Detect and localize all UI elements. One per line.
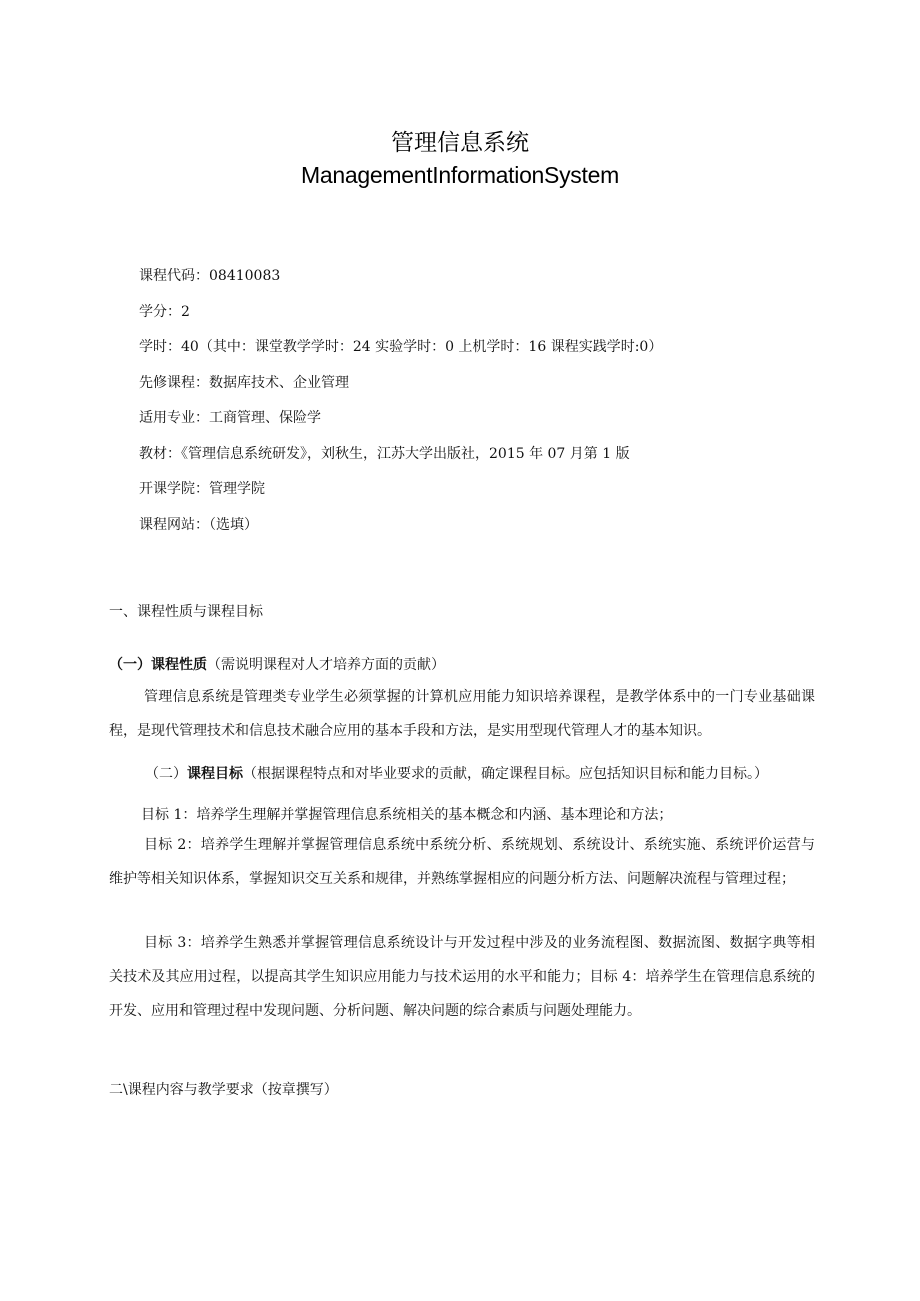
subsection-nature-heading	[109, 653, 445, 677]
course-credits: 学分：2	[139, 303, 190, 320]
subsection-goals-note: （根据课程特点和对毕业要求的贡献，确定课程目标。应包括知识目标和能力目标。）	[243, 766, 768, 782]
course-nature-paragraph: 管理信息系统是管理类专业学生必须掌握的计算机应用能力知识培养课程，是教学体系中的一门专业基础课程，是现代管理技术和信息技术融合应用的基本手段和方法，是实用型现代管理人才的基本知识。	[109, 689, 815, 739]
section-heading-1: 一、课程性质与课程目标	[109, 604, 263, 620]
course-title-en: ManagementInformationSystem	[301, 162, 619, 188]
course-info-block	[139, 262, 839, 546]
subsection-nature-label: （一）课程性质	[109, 657, 207, 673]
goal-1: 目标 1：培养学生理解并掌握管理信息系统相关的基本概念和内涵、基本理论和方法；	[141, 807, 673, 823]
subsection-goals-prefix: （二）	[145, 766, 187, 782]
section-heading-2: 二\课程内容与教学要求（按章撰写）	[109, 1082, 338, 1098]
subsection-goals-heading	[145, 762, 768, 786]
goal-2: 目标 2：培养学生理解并掌握管理信息系统中系统分析、系统规划、系统设计、系统实施、系统评价运营与维护等相关知识体系，掌握知识交互关系和规律，并熟练掌握相应的问题分析方法、问题解决流程与管理过程；	[109, 837, 815, 887]
course-school: 开课学院：管理学院	[139, 481, 265, 497]
course-code: 课程代码：08410083	[139, 268, 281, 284]
course-textbook: 教材：《管理信息系统研发》，刘秋生，江苏大学出版社，2015 年 07 月第 1 版	[139, 445, 630, 462]
course-website: 课程网站：（选填）	[139, 516, 258, 533]
course-hours: 学时：40（其中：课堂教学学时：24 实验学时：0 上机学时：16 课程实践学时:0）	[139, 339, 663, 355]
course-majors: 适用专业：工商管理、保险学	[139, 410, 321, 426]
subsection-nature-note: （需说明课程对人才培养方面的贡献）	[207, 657, 445, 673]
course-title-cn: 管理信息系统	[391, 130, 529, 156]
course-prerequisites: 先修课程：数据库技术、企业管理	[139, 374, 349, 391]
goal-3-4: 目标 3：培养学生熟悉并掌握管理信息系统设计与开发过程中涉及的业务流程图、数据流图、数据字典等相关技术及其应用过程，以提高其学生知识应用能力与技术运用的水平和能力；目标 4：培养学生在管理信息系统的开发、应用和管理过程中发现问题、分析问题、解决问题的综合素质与问题处理能力。	[109, 935, 815, 1019]
subsection-goals-label: 课程目标	[187, 766, 243, 782]
